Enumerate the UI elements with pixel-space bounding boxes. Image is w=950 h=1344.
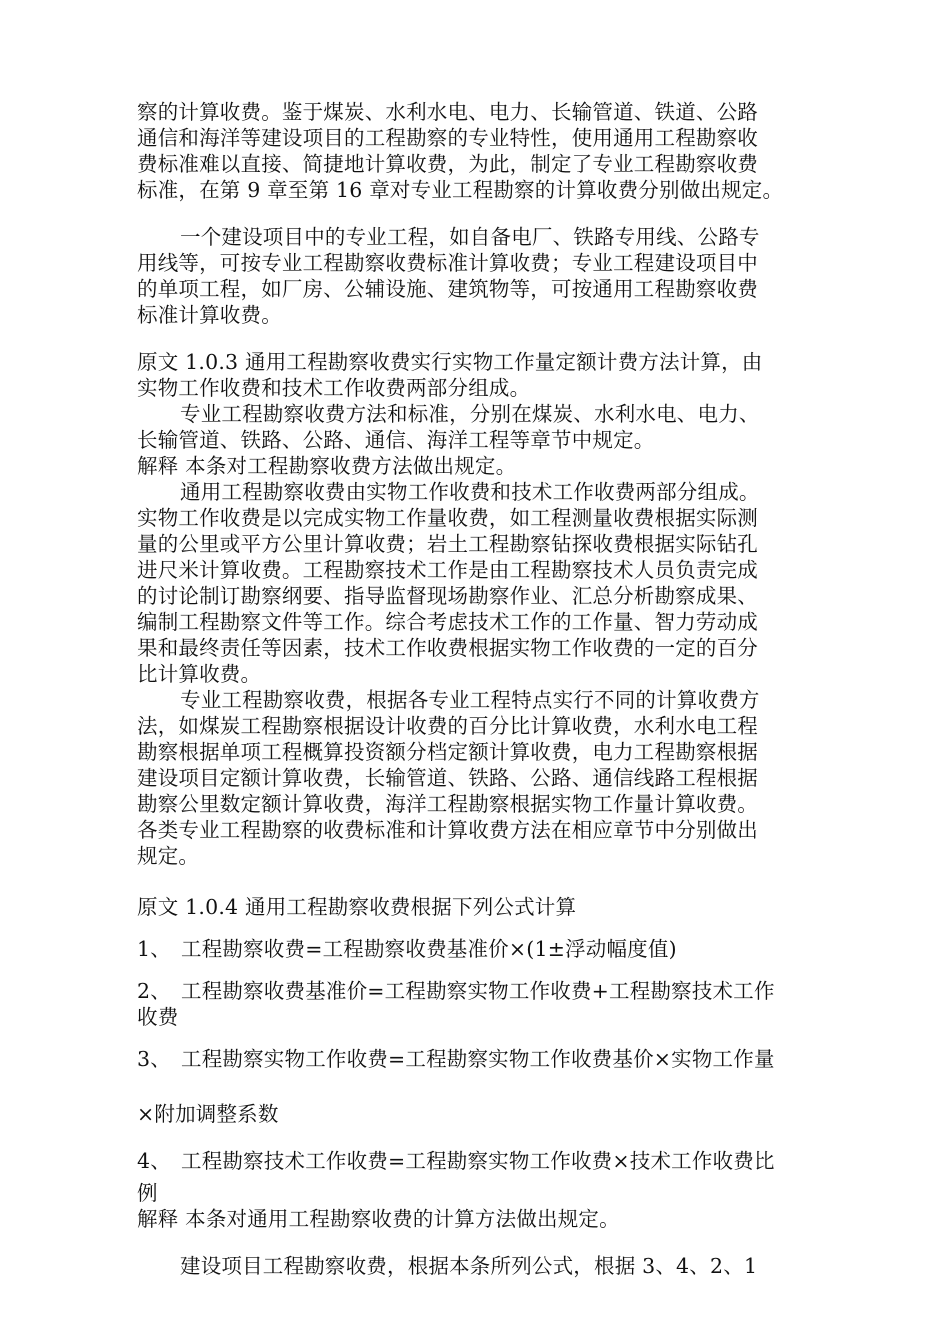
text-line: 建设项目定额计算收费，长输管道、铁路、公路、通信线路工程根据 xyxy=(137,766,758,790)
formula-text: 工程勘察收费=工程勘察收费基准价×(1±浮动幅度值) xyxy=(181,937,677,961)
explanation-heading: 解释 本条对通用工程勘察收费的计算方法做出规定。 xyxy=(137,1207,620,1231)
text-line: 果和最终责任等因素，技术工作收费根据实物工作收费的一定的百分 xyxy=(137,636,758,660)
formula-item xyxy=(137,936,677,962)
formula-text: 工程勘察技术工作收费=工程勘察实物工作收费×技术工作收费比 xyxy=(181,1149,775,1173)
formula-number: 1、 xyxy=(137,937,171,961)
explanation-heading: 解释 本条对工程勘察收费方法做出规定。 xyxy=(137,454,517,478)
text-line: 通用工程勘察收费由实物工作收费和技术工作收费两部分组成。 xyxy=(180,480,760,504)
formula-continuation: ×附加调整系数 xyxy=(137,1102,279,1126)
text-line: 规定。 xyxy=(137,844,200,868)
formula-number: 4、 xyxy=(137,1149,171,1173)
text-line: 勘察公里数定额计算收费，海洋工程勘察根据实物工作量计算收费。 xyxy=(137,792,758,816)
text-line: 法，如煤炭工程勘察根据设计收费的百分比计算收费，水利水电工程 xyxy=(137,714,758,738)
formula-continuation: 例 xyxy=(137,1181,158,1205)
formula-text: 工程勘察实物工作收费=工程勘察实物工作收费基价×实物工作量 xyxy=(181,1047,775,1071)
formula-continuation: 收费 xyxy=(137,1005,179,1029)
text-line: 实物工作收费是以完成实物工作量收费，如工程测量收费根据实际测 xyxy=(137,506,758,530)
text-line: 比计算收费。 xyxy=(137,662,262,686)
text-line: 用线等，可按专业工程勘察收费标准计算收费；专业工程建设项目中 xyxy=(137,251,758,275)
formula-item xyxy=(137,978,775,1004)
formula-number: 2、 xyxy=(137,979,171,1003)
text-line: 专业工程勘察收费方法和标准，分别在煤炭、水利水电、电力、 xyxy=(180,402,760,426)
text-line: 进尺米计算收费。工程勘察技术工作是由工程勘察技术人员负责完成 xyxy=(137,558,758,582)
text-line: 的单项工程，如厂房、公辅设施、建筑物等，可按通用工程勘察收费 xyxy=(137,277,758,301)
clause-heading: 原文 1.0.3 通用工程勘察收费实行实物工作量定额计费方法计算，由 xyxy=(137,350,763,374)
formula-number: 3、 xyxy=(137,1047,171,1071)
formula-item xyxy=(137,1148,775,1174)
text-line: 实物工作收费和技术工作收费两部分组成。 xyxy=(137,376,531,400)
text-line: 通信和海洋等建设项目的工程勘察的专业特性，使用通用工程勘察收 xyxy=(137,126,758,150)
text-line: 长输管道、铁路、公路、通信、海洋工程等章节中规定。 xyxy=(137,428,655,452)
formula-text: 工程勘察收费基准价=工程勘察实物工作收费+工程勘察技术工作 xyxy=(181,979,775,1003)
text-line: 建设项目工程勘察收费，根据本条所列公式，根据 3、4、2、1 xyxy=(180,1254,758,1278)
formula-item xyxy=(137,1046,775,1072)
text-line: 量的公里或平方公里计算收费；岩土工程勘察钻探收费根据实际钻孔 xyxy=(137,532,758,556)
text-line: 勘察根据单项工程概算投资额分档定额计算收费，电力工程勘察根据 xyxy=(137,740,758,764)
text-line: 标准，在第 9 章至第 16 章对专业工程勘察的计算收费分别做出规定。 xyxy=(137,178,784,202)
text-line: 专业工程勘察收费，根据各专业工程特点实行不同的计算收费方 xyxy=(180,688,760,712)
text-line: 费标准难以直接、简捷地计算收费，为此，制定了专业工程勘察收费 xyxy=(137,152,758,176)
text-line: 标准计算收费。 xyxy=(137,303,282,327)
text-line: 一个建设项目中的专业工程，如自备电厂、铁路专用线、公路专 xyxy=(180,225,760,249)
text-line: 各类专业工程勘察的收费标准和计算收费方法在相应章节中分别做出 xyxy=(137,818,758,842)
text-line: 编制工程勘察文件等工作。综合考虑技术工作的工作量、智力劳动成 xyxy=(137,610,758,634)
clause-heading: 原文 1.0.4 通用工程勘察收费根据下列公式计算 xyxy=(137,895,577,919)
text-line: 察的计算收费。鉴于煤炭、水利水电、电力、长输管道、铁道、公路 xyxy=(137,100,758,124)
text-line: 的讨论制订勘察纲要、指导监督现场勘察作业、汇总分析勘察成果、 xyxy=(137,584,758,608)
